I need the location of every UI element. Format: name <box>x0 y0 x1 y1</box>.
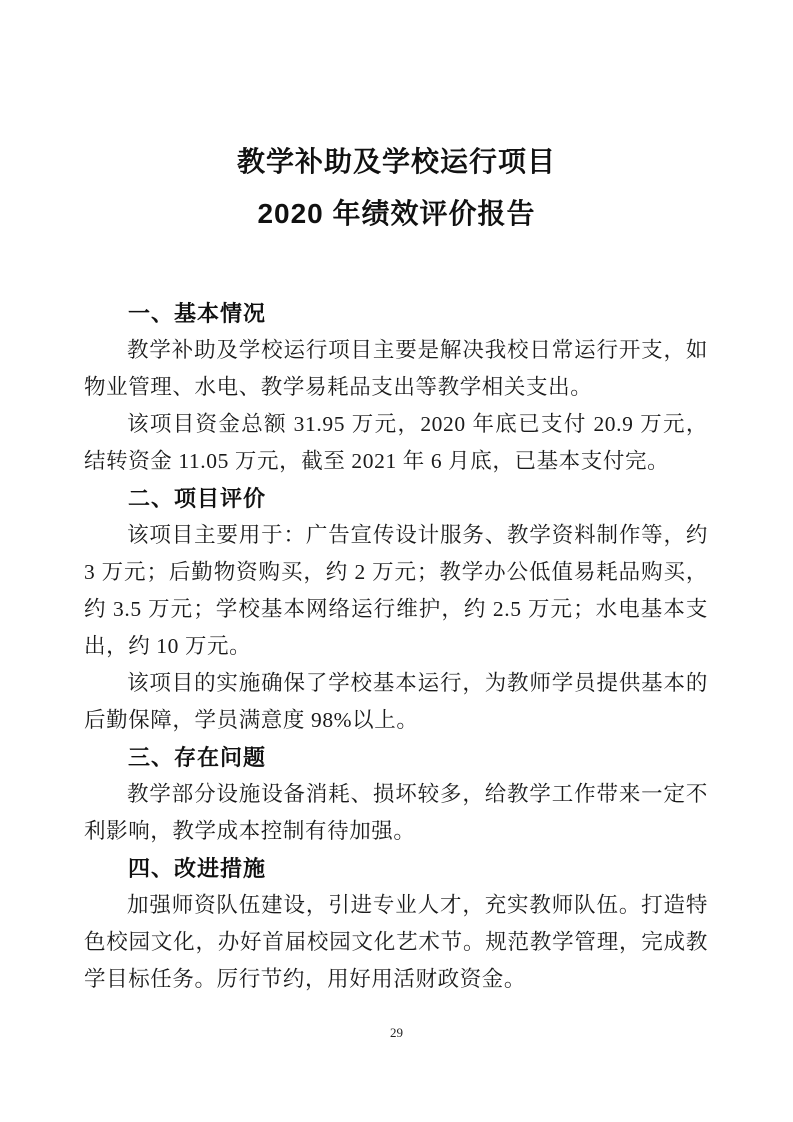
body-paragraph: 教学补助及学校运行项目主要是解决我校日常运行开支，如物业管理、水电、教学易耗品支出等教学相关支出。 <box>84 338 708 399</box>
page-number: 29 <box>390 1025 403 1040</box>
section-heading: 二、项目评价 <box>128 486 267 511</box>
body-paragraph: 该项目的实施确保了学校基本运行，为教师学员提供基本的后勤保障，学员满意度 98%以上。 <box>84 671 708 732</box>
section-heading: 三、存在问题 <box>128 745 267 770</box>
document-title <box>0 136 793 240</box>
body-paragraph: 加强师资队伍建设，引进专业人才，充实教师队伍。打造特色校园文化，办好首届校园文化艺术节。规范教学管理，完成教学目标任务。厉行节约，用好用活财政资金。 <box>84 893 708 991</box>
title-line-2: 2020 年绩效评价报告 <box>257 198 536 229</box>
body-paragraph: 该项目资金总额 31.95 万元，2020 年底已支付 20.9 万元，结转资金 11.05 万元，截至 2021 年 6 月底，已基本支付完。 <box>84 412 708 473</box>
section-heading: 一、基本情况 <box>128 301 267 326</box>
body-paragraph: 教学部分设施设备消耗、损坏较多，给教学工作带来一定不利影响，教学成本控制有待加强。 <box>84 782 708 843</box>
title-line-1: 教学补助及学校运行项目 <box>236 146 556 177</box>
section-heading: 四、改进措施 <box>128 856 267 881</box>
document-body <box>84 295 708 998</box>
body-paragraph: 该项目主要用于：广告宣传设计服务、教学资料制作等，约 3 万元；后勤物资购买，约 2 万元；教学办公低值易耗品购买，约 3.5 万元；学校基本网络运行维护，约 2.5 万元；水电基本支出，约 10 万元。 <box>84 523 708 658</box>
